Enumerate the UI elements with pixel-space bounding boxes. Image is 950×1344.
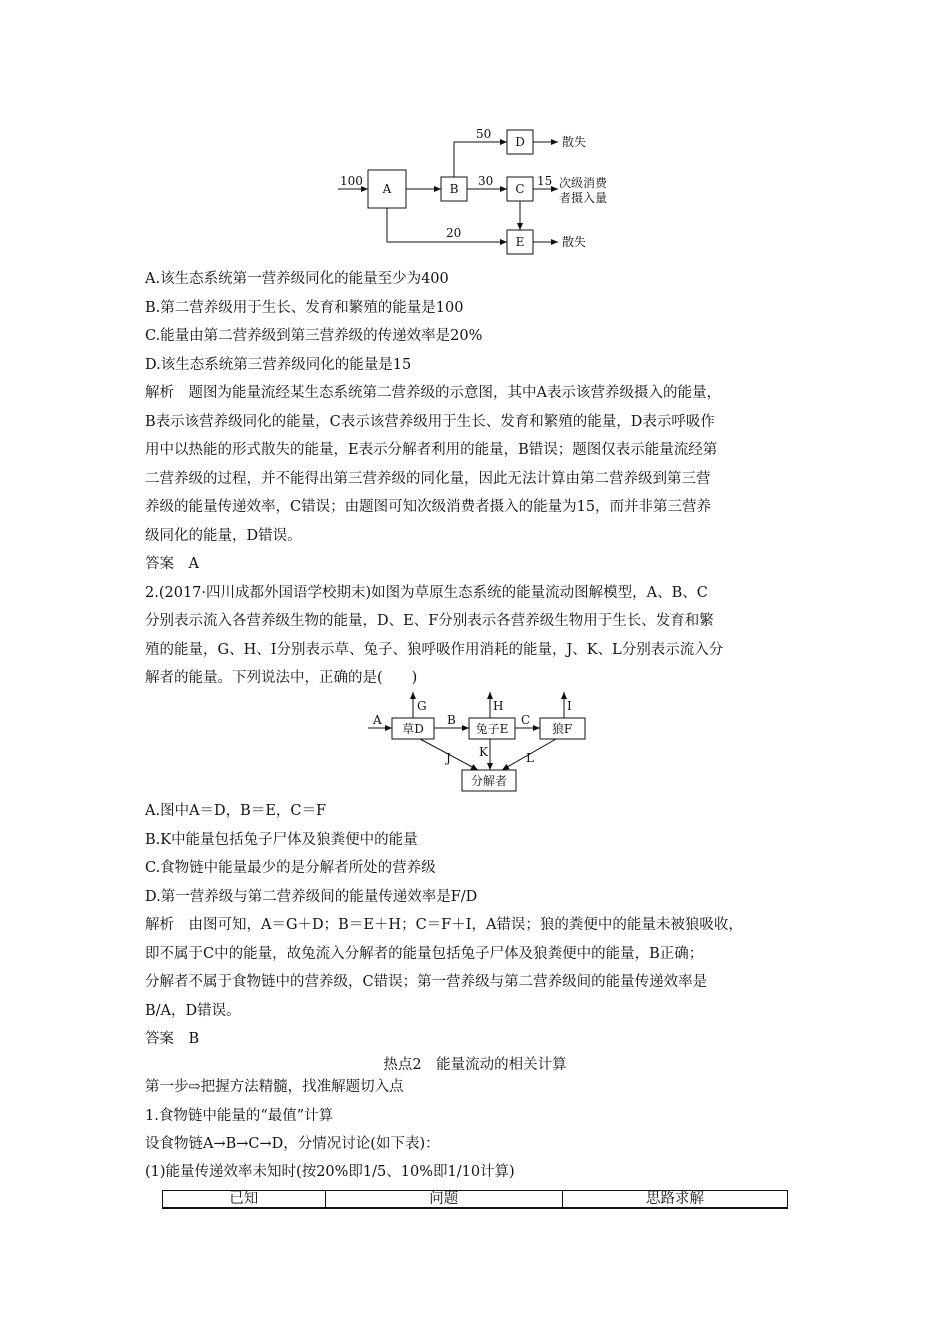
- node-a-label: A: [382, 182, 392, 196]
- sub-case-one: (1)能量传递效率未知时(按20%即1/5、10%即1/10计算): [145, 1164, 515, 1180]
- q1-analysis-line: 养级的能量传递效率，C错误；由题图可知次级消费者摄入的能量为15，而并非第三营养: [145, 499, 712, 515]
- q2-analysis-line: 即不属于C中的能量，故兔流入分解者的能量包括兔子尸体及狼粪便中的能量，B正确；: [145, 946, 704, 962]
- q2-analysis-line: 分解者不属于食物链中的营养级，C错误；第一营养级与第二营养级间的能量传递效率是: [145, 974, 708, 990]
- section-heading: 热点2 能量流动的相关计算: [383, 1057, 567, 1073]
- rabbit-label: 兔子E: [475, 722, 509, 736]
- q1-option-c: C.能量由第二营养级到第三营养级的传递效率是20%: [145, 328, 483, 344]
- label-d-out: 散失: [562, 135, 587, 149]
- node-b-label: B: [449, 182, 459, 196]
- node-e-label: E: [515, 235, 525, 249]
- q2-option-d: D.第一营养级与第二营养级间的能量传递效率是F/D: [145, 889, 478, 905]
- q2-answer: 答案 B: [145, 1031, 200, 1047]
- label-j: J: [446, 751, 451, 765]
- q2-option-a: A.图中A＝D，B＝E，C＝F: [145, 803, 327, 819]
- q2-stem-line: 分别表示流入各营养级生物的能量，D、E、F分别表示各营养级生物用于生长、发育和繁: [145, 613, 714, 629]
- step-one: 第一步⇨把握方法精髓，找准解题切入点: [145, 1079, 404, 1095]
- table-header-question: 问题: [325, 1191, 563, 1209]
- energy-flow-diagram-1: [330, 120, 630, 260]
- q1-analysis-line: 解析 题图为能量流经某生态系统第二营养级的示意图，其中A表示该营养级摄入的能量，: [145, 385, 721, 401]
- label-a: A: [373, 713, 382, 727]
- label-g: G: [417, 699, 427, 713]
- table-header-known: 已知: [163, 1191, 326, 1209]
- q2-stem-line: 2.(2017·四川成都外国语学校期末)如图为草原生态系统的能量流动图解模型，A、B、C: [145, 585, 708, 601]
- wolf-label: 狼F: [551, 722, 573, 736]
- label-b-d: 50: [476, 127, 492, 141]
- q1-option-b: B.第二营养级用于生长、发育和繁殖的能量是100: [145, 300, 464, 316]
- item-one: 1.食物链中能量的“最值”计算: [145, 1108, 334, 1124]
- node-d-label: D: [515, 135, 525, 149]
- label-b-c: 30: [478, 174, 494, 188]
- q2-analysis-line: 解析 由图可知，A＝G＋D；B＝E＋H；C＝F＋I，A错误；狼的粪便中的能量未被狼吸收，: [145, 917, 743, 933]
- arrow-b-d: [454, 142, 507, 177]
- q1-analysis-line: 用中以热能的形式散失的能量，E表示分解者利用的能量，B错误；题图仅表示能量流经第: [145, 442, 718, 458]
- q1-analysis-line: B表示该营养级同化的能量，C表示该营养级用于生长、发育和繁殖的能量，D表示呼吸作: [145, 414, 715, 430]
- q1-answer: 答案 A: [145, 556, 199, 572]
- label-c: C: [521, 713, 531, 727]
- label-c-out-2: 者摄入量: [559, 191, 608, 205]
- q1-analysis-line: 二营养级的过程，并不能得出第三营养级的同化量，因此无法计算由第二营养级到第三营: [145, 471, 711, 487]
- grass-label: 草D: [402, 722, 424, 736]
- q2-option-b: B.K中能量包括兔子尸体及狼粪便中的能量: [145, 832, 418, 848]
- table-header-solution: 思路求解: [563, 1191, 788, 1209]
- label-c-out-1: 次级消费: [559, 176, 608, 190]
- label-in: 100: [340, 174, 363, 188]
- label-h: H: [493, 699, 504, 713]
- label-b: B: [447, 713, 456, 727]
- q2-stem-line: 殖的能量，G、H、I分别表示草、兔子、狼呼吸作用消耗的能量，J、K、L分别表示流入分: [145, 642, 724, 658]
- label-a-e: 20: [446, 226, 462, 240]
- q2-option-c: C.食物链中能量最少的是分解者所处的营养级: [145, 860, 436, 876]
- q2-analysis-line: B/A，D错误。: [145, 1003, 241, 1019]
- label-k: K: [479, 745, 488, 759]
- calculation-table: [162, 1190, 788, 1209]
- label-l: L: [526, 751, 534, 765]
- food-chain-setup: 设食物链A→B→C→D，分情况讨论(如下表)：: [145, 1136, 440, 1152]
- label-i: I: [567, 699, 572, 713]
- decomposer-label: 分解者: [470, 774, 508, 788]
- energy-flow-diagram-2: [360, 688, 600, 798]
- q1-option-d: D.该生态系统第三营养级同化的能量是15: [145, 357, 412, 373]
- label-e-out: 散失: [562, 235, 587, 249]
- q2-stem-line: 解者的能量。下列说法中，正确的是( ): [145, 670, 418, 686]
- q1-analysis-line: 级同化的能量，D错误。: [145, 528, 302, 544]
- node-c-label: C: [515, 182, 525, 196]
- q1-option-a: A.该生态系统第一营养级同化的能量至少为400: [145, 271, 449, 287]
- label-c-out: 15: [537, 174, 553, 188]
